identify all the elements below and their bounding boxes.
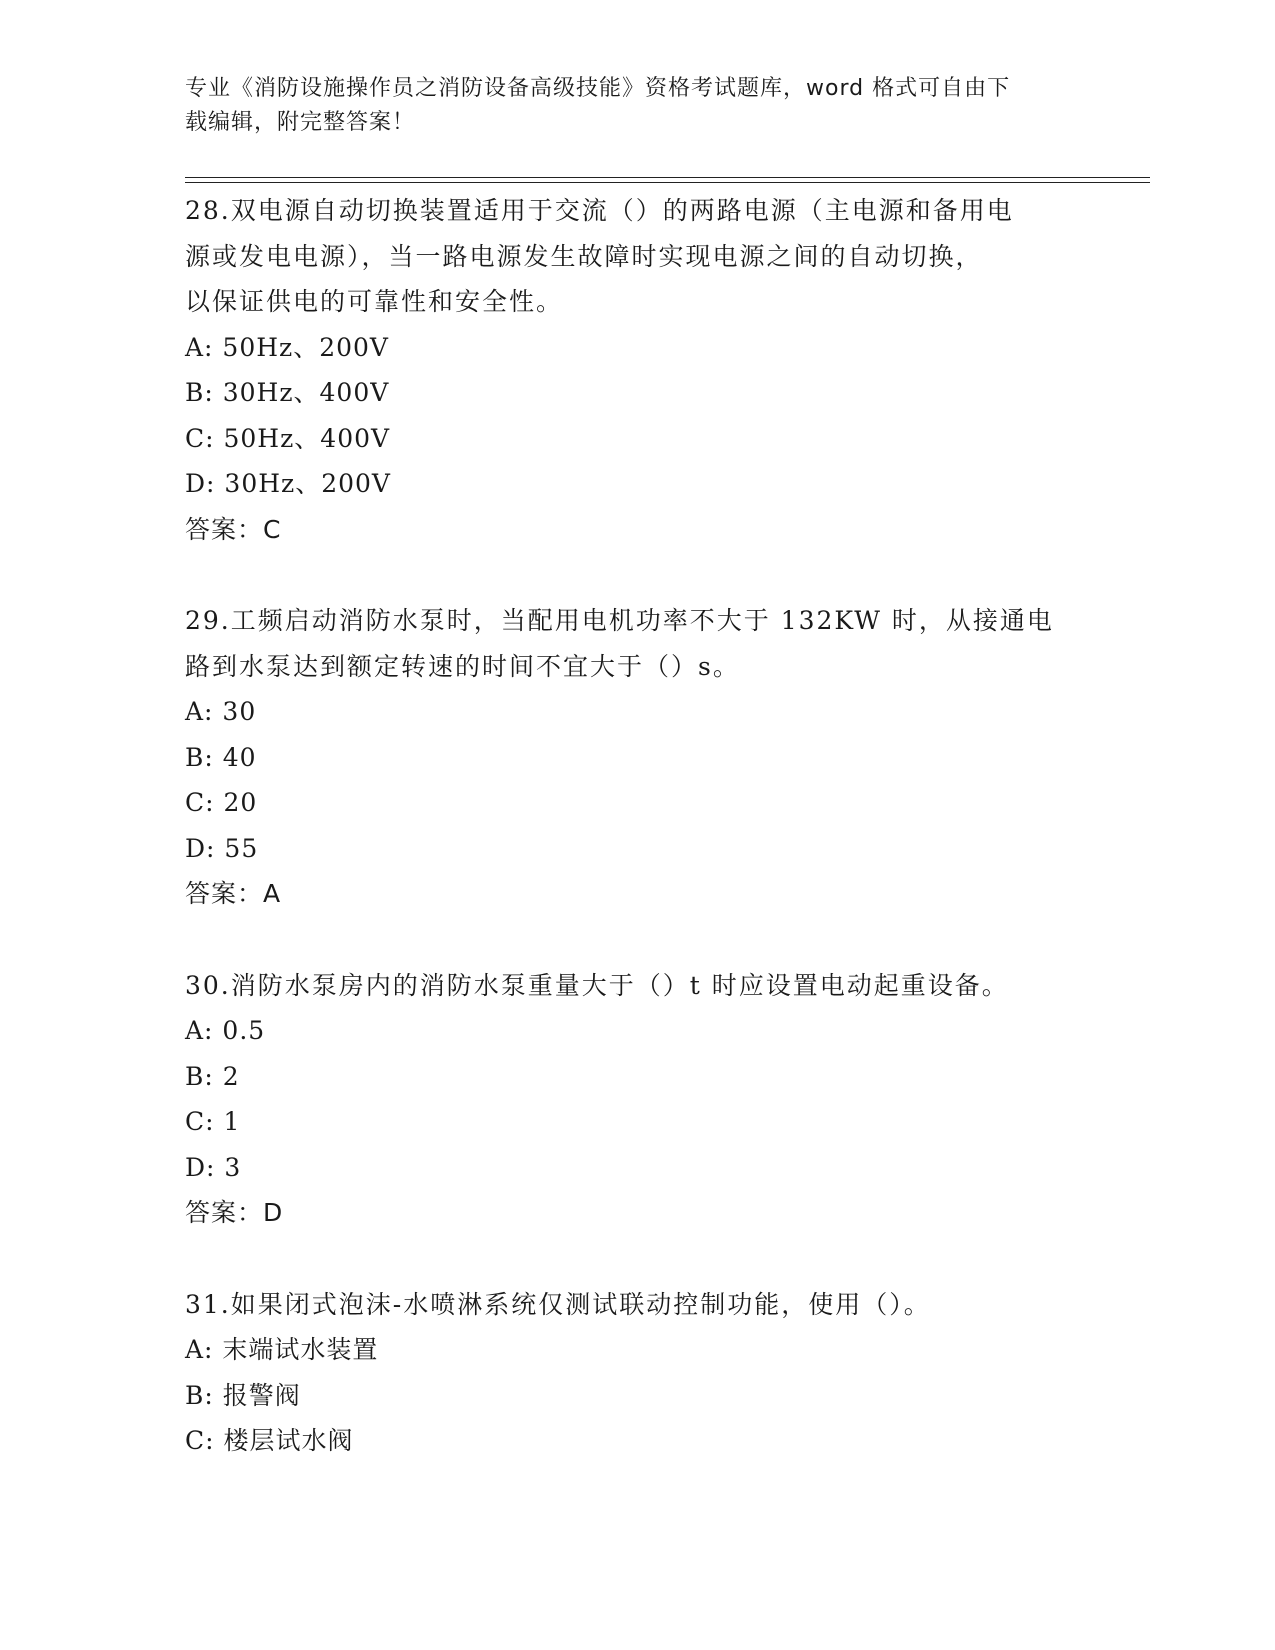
question-stem-line: 31.如果闭式泡沫-水喷淋系统仅测试联动控制功能，使用（）。 xyxy=(185,1289,931,1319)
option-d: D: 3 xyxy=(185,1152,242,1182)
option-b: B: 报警阀 xyxy=(185,1380,301,1410)
question-list xyxy=(185,188,1085,1464)
question-stem-line: 以保证供电的可靠性和安全性。 xyxy=(185,287,564,316)
answer: 答案：C xyxy=(185,514,282,544)
option-a: A: 末端试水装置 xyxy=(185,1335,379,1364)
option-b: B: 40 xyxy=(185,742,257,772)
header-divider-bottom xyxy=(185,182,1150,183)
question-29 xyxy=(185,598,1085,917)
question-30 xyxy=(185,963,1085,1236)
header-line-2: 载编辑，附完整答案！ xyxy=(185,110,416,135)
option-b: B: 30Hz、400V xyxy=(185,378,390,407)
answer: 答案：A xyxy=(185,879,282,908)
option-c: C: 50Hz、400V xyxy=(185,423,391,453)
document-header xyxy=(185,72,1065,140)
option-d: D: 30Hz、200V xyxy=(185,469,391,498)
header-divider-top xyxy=(185,177,1150,178)
question-stem-line: 28.双电源自动切换装置适用于交流（）的两路电源（主电源和备用电 xyxy=(185,196,1014,225)
option-a: A: 50Hz、200V xyxy=(185,332,389,362)
question-31 xyxy=(185,1282,1085,1464)
option-a: A: 30 xyxy=(185,697,257,726)
answer: 答案：D xyxy=(185,1198,284,1227)
header-line-1: 专业《消防设施操作员之消防设备高级技能》资格考试题库，word 格式可自由下 xyxy=(185,76,1011,101)
question-stem-line: 29.工频启动消防水泵时，当配用电机功率不大于 132KW 时，从接通电 xyxy=(185,606,1054,635)
question-stem-line: 路到水泵达到额定转速的时间不宜大于（）s。 xyxy=(185,651,740,681)
option-c: C: 20 xyxy=(185,788,258,817)
question-stem-line: 源或发电电源），当一路电源发生故障时实现电源之间的自动切换， xyxy=(185,241,983,271)
question-stem-line: 30.消防水泵房内的消防水泵重量大于（）t 时应设置电动起重设备。 xyxy=(185,970,1009,1000)
question-28 xyxy=(185,188,1085,552)
option-b: B: 2 xyxy=(185,1061,240,1091)
option-c: C: 1 xyxy=(185,1107,241,1136)
option-c: C: 楼层试水阀 xyxy=(185,1426,354,1455)
option-d: D: 55 xyxy=(185,833,259,863)
option-a: A: 0.5 xyxy=(185,1016,266,1045)
